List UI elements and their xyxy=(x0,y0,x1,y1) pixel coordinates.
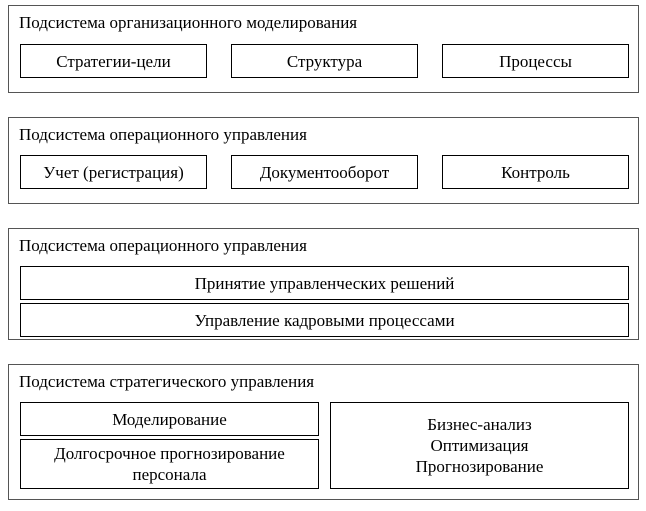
box-long-term-forecasting xyxy=(20,439,319,489)
box-processes xyxy=(442,44,629,78)
box-label: Управление кадровыми процессами xyxy=(194,310,455,330)
box-label-line: Бизнес-анализ xyxy=(427,415,532,434)
box-label: Стратегии-цели xyxy=(56,51,171,71)
box-strategy-goals xyxy=(20,44,207,78)
box-label: Процессы xyxy=(499,51,572,71)
box-modeling xyxy=(20,402,319,436)
box-business-analysis xyxy=(330,402,629,489)
box-control xyxy=(442,155,629,189)
panel-operational-management-2 xyxy=(8,228,639,340)
panel-title: Подсистема стратегического управления xyxy=(19,372,315,391)
panel-operational-management xyxy=(8,117,639,204)
box-label: Документооборот xyxy=(259,162,390,182)
box-label: Контроль xyxy=(501,162,570,182)
box-label: Учет (регистрация) xyxy=(43,162,184,182)
box-hr-process-management xyxy=(20,303,629,337)
box-accounting-registration xyxy=(20,155,207,189)
box-document-flow xyxy=(231,155,418,189)
box-label-line: персонала xyxy=(132,465,207,484)
box-decision-making xyxy=(20,266,629,300)
panel-title: Подсистема организационного моделирования xyxy=(19,13,358,32)
panel-title: Подсистема операционного управления xyxy=(19,125,307,144)
box-label: Моделирование xyxy=(112,409,227,429)
box-label: Принятие управленческих решений xyxy=(194,273,455,293)
panel-strategic-management xyxy=(8,364,639,500)
panel-title: Подсистема операционного управления xyxy=(19,236,307,255)
box-label: Структура xyxy=(286,51,363,71)
box-label-line: Прогнозирование xyxy=(415,457,544,476)
box-label-line: Долгосрочное прогнозирование xyxy=(54,444,285,463)
box-label-line: Оптимизация xyxy=(430,436,529,455)
panel-org-modeling xyxy=(8,5,639,93)
box-structure xyxy=(231,44,418,78)
